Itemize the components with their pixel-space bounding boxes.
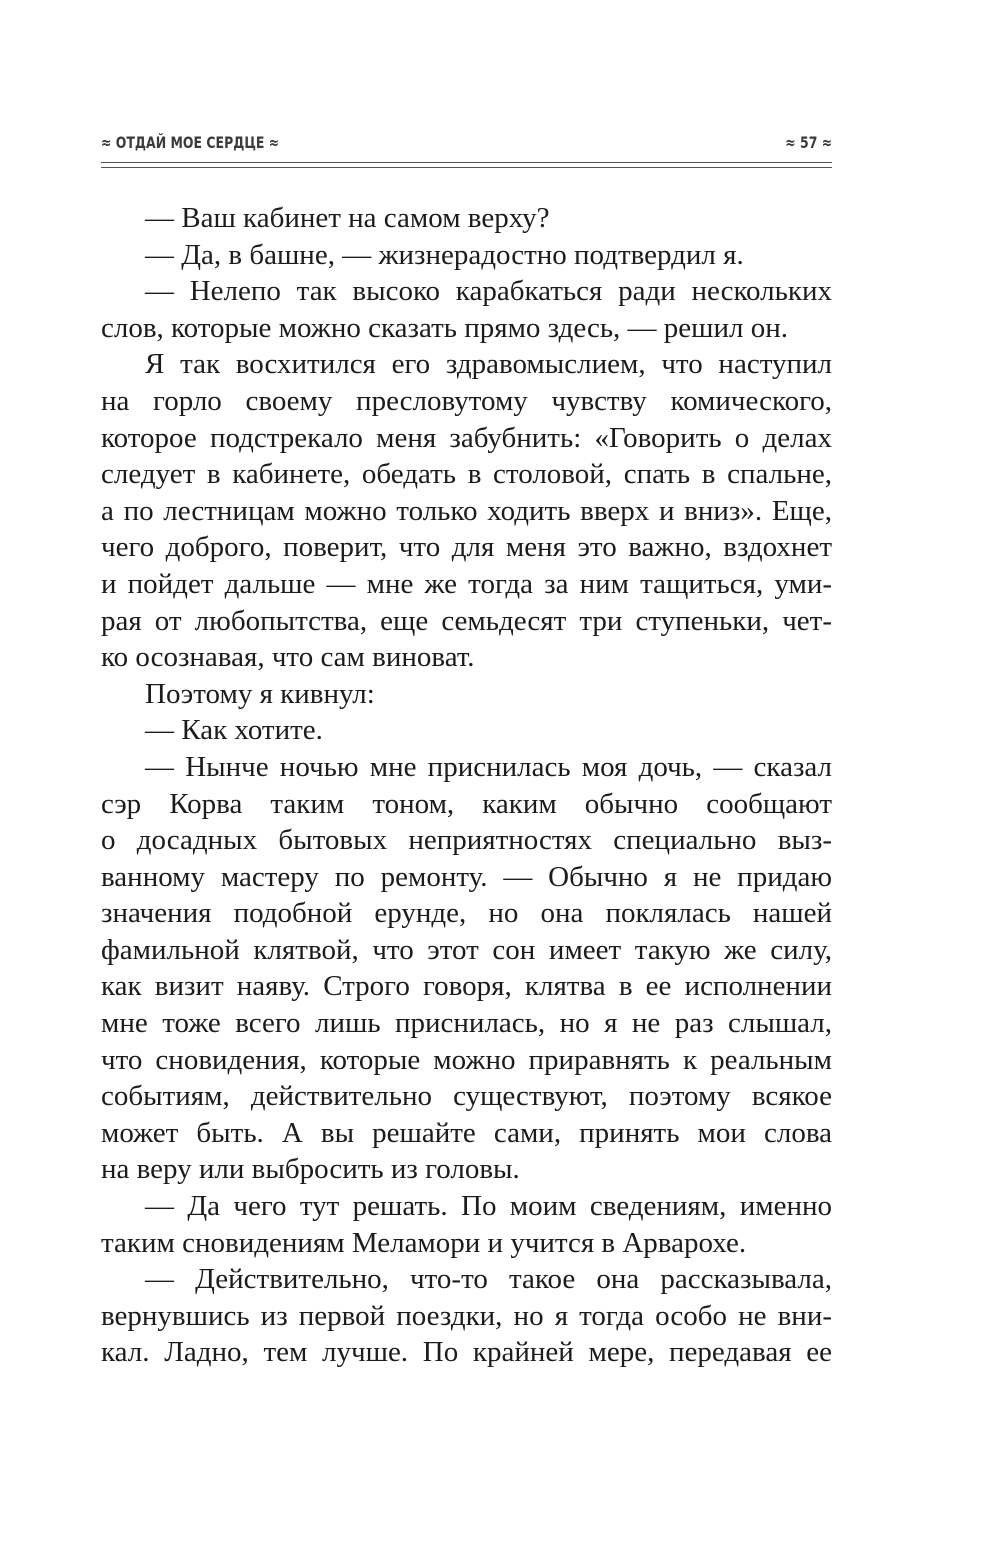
text-line: Я так восхитился его здравомыслием, что наступил [145, 348, 832, 381]
text-line: как визит наяву. Строго говоря, клятва в ее исполнении [101, 970, 832, 1003]
text-line: таким сновидениям Меламори и учится в Арварохе. [101, 1226, 747, 1259]
text-line: слов, которые можно сказать прямо здесь, — решил он. [101, 311, 789, 344]
text-line: может быть. А вы решайте сами, принять мои слова [101, 1116, 832, 1149]
text-line: следует в кабинете, обедать в столовой, спать в спальне, [101, 458, 832, 491]
text-line: кал. Ладно, тем лучше. По крайней мере, передавая ее [101, 1336, 832, 1369]
text-line: фамильной клятвой, что этот сон имеет такую же силу, [101, 933, 832, 966]
text-line: а по лестницам можно только ходить вверх и вниз». Еще, [101, 494, 832, 527]
text-line: чего доброго, поверит, что для меня это важно, вздохнет [101, 531, 832, 564]
text-line: рая от любопытства, еще семьдесят три ступеньки, чет- [101, 604, 832, 637]
text-line: — Да, в башне, — жизнерадостно подтвердил я. [145, 238, 744, 271]
text-line: на горло своему пресловутому чувству комического, [101, 384, 832, 417]
text-line: — Действительно, что-то такое она рассказывала, [145, 1263, 832, 1296]
text-line: — Ваш кабинет на самом верху? [145, 202, 550, 234]
text-line: — Как хотите. [145, 714, 323, 747]
text-line: — Да чего тут решать. По моим сведениям, именно [145, 1190, 832, 1223]
text-line: значения подобной ерунде, но она поклялась нашей [101, 897, 832, 930]
text-line: о досадных бытовых неприятностях специально выз- [101, 824, 832, 857]
running-title: ≈ ОТДАЙ МОЕ СЕРДЦЕ ≈ [101, 133, 280, 152]
running-head [101, 128, 832, 158]
text-line: что сновидения, которые можно приравнять к реальным [101, 1043, 832, 1076]
text-line: вернувшись из первой поездки, но я тогда особо не вни- [101, 1299, 832, 1332]
text-line: ко осознавая, что сам виноват. [101, 641, 475, 674]
text-line: событиям, действительно существуют, поэтому всякое [101, 1080, 832, 1113]
text-line: ванному мастеру по ремонту. — Обычно я не придаю [101, 860, 832, 893]
text-line: которое подстрекало меня забубнить: «Говорить о делах [101, 421, 832, 454]
text-line: — Нелепо так высоко карабкаться ради нескольких [145, 275, 832, 308]
header-rule-top [101, 162, 832, 163]
header-rule-bottom [101, 167, 832, 168]
body-text [101, 200, 832, 1371]
page-number: ≈ 57 ≈ [785, 133, 832, 152]
text-line: — Нынче ночью мне приснилась моя дочь, — сказал [145, 750, 832, 783]
text-line: и пойдет дальше — мне же тогда за ним тащиться, уми- [101, 567, 832, 600]
text-line: мне тоже всего лишь приснилась, но я не раз слышал, [101, 1007, 832, 1040]
text-line: Поэтому я кивнул: [145, 677, 375, 710]
text-line: сэр Корва таким тоном, каким обычно сообщают [101, 787, 832, 820]
text-line: на веру или выбросить из головы. [101, 1153, 520, 1186]
